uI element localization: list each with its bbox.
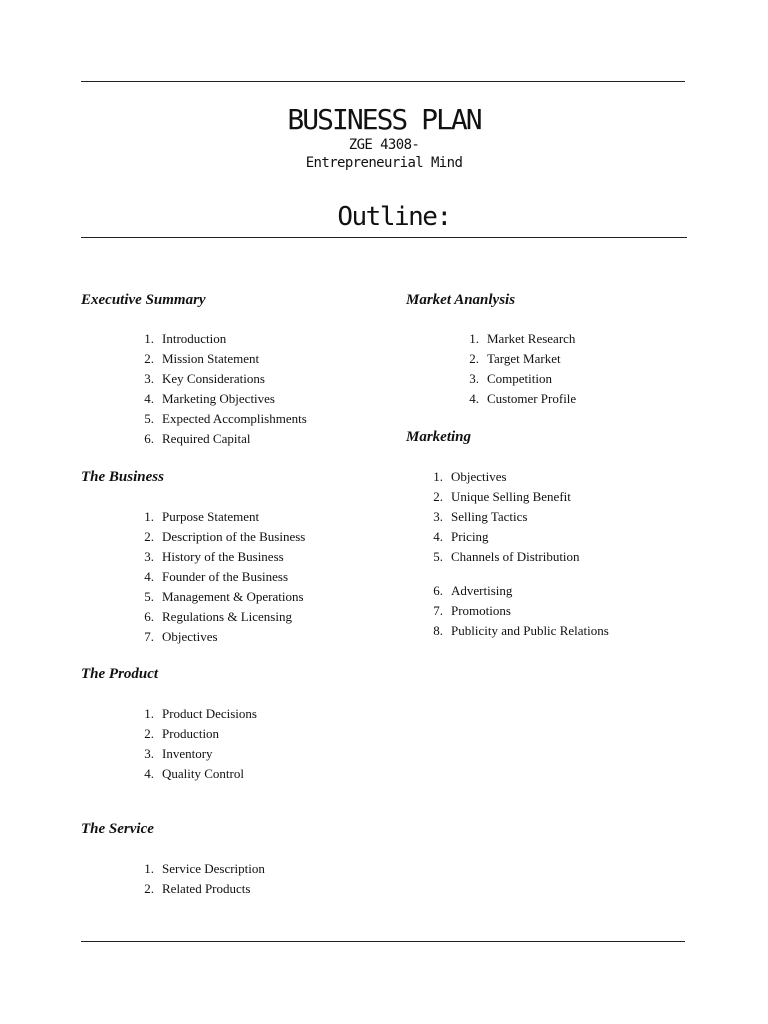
list-item (429, 487, 580, 507)
list-item (429, 527, 580, 547)
list-item-text: Related Products (162, 881, 251, 896)
list-item-text: Marketing Objectives (162, 391, 275, 406)
list-item-number: 4. (433, 529, 443, 544)
list-item-text: History of the Business (162, 549, 284, 564)
list-item (465, 369, 576, 389)
section-heading-the-service: The Service (81, 821, 154, 837)
list-item-text: Expected Accomplishments (162, 411, 307, 426)
list-item (140, 507, 305, 527)
list-item-text: Market Research (487, 331, 576, 346)
list-item-text: Product Decisions (162, 706, 257, 721)
list-item (140, 349, 307, 369)
marketing-list-continued (429, 581, 609, 641)
list-item-text: Production (162, 726, 220, 741)
list-item-text: Objectives (451, 469, 507, 484)
list-item (140, 587, 305, 607)
list-item-number: 2. (144, 529, 154, 544)
list-item-number: 1. (144, 706, 154, 721)
list-item-text: Inventory (162, 746, 213, 761)
list-item (465, 349, 576, 369)
list-item (140, 607, 305, 627)
list-item-number: 2. (433, 489, 443, 504)
course-name: Entrepreneurial Mind (305, 155, 463, 171)
list-item (429, 601, 609, 621)
list-item (140, 764, 257, 784)
list-item-text: Founder of the Business (162, 569, 289, 584)
list-item (465, 329, 576, 349)
list-item-number: 3. (469, 371, 479, 386)
list-item-text: Introduction (162, 331, 227, 346)
bottom-divider (81, 941, 685, 942)
list-item (140, 547, 305, 567)
list-item-text: Target Market (487, 351, 561, 366)
list-item-text: Purpose Statement (162, 509, 260, 524)
section-heading-executive-summary: Executive Summary (81, 292, 206, 308)
list-item-number: 1. (433, 469, 443, 484)
document-title: BUSINESS PLAN (287, 103, 481, 136)
list-item (140, 389, 307, 409)
section-heading-the-business: The Business (81, 469, 164, 485)
the-business-list (140, 507, 305, 647)
list-item (140, 567, 305, 587)
list-item-number: 1. (144, 509, 154, 524)
marketing-list (429, 467, 580, 567)
outline-divider (81, 237, 687, 238)
list-item (140, 429, 307, 449)
list-item (140, 369, 307, 389)
the-product-list (140, 704, 257, 784)
list-item-number: 2. (144, 881, 154, 896)
course-code: ZGE 4308- (348, 137, 420, 153)
list-item (140, 859, 265, 879)
list-item-text: Key Considerations (162, 371, 265, 386)
executive-summary-list (140, 329, 307, 449)
list-item-text: Mission Statement (162, 351, 260, 366)
list-item-number: 8. (433, 623, 443, 638)
list-item-text: Promotions (451, 603, 511, 618)
list-item-text: Channels of Distribution (451, 549, 580, 564)
list-item-text: Publicity and Public Relations (451, 623, 609, 638)
list-item-number: 6. (144, 609, 154, 624)
list-item-number: 1. (144, 331, 154, 346)
list-item (429, 621, 609, 641)
list-item (140, 724, 257, 744)
list-item-text: Pricing (451, 529, 489, 544)
list-item (140, 409, 307, 429)
list-item (140, 329, 307, 349)
list-item-number: 3. (433, 509, 443, 524)
list-item-text: Objectives (162, 629, 218, 644)
the-service-list (140, 859, 265, 899)
list-item-number: 4. (144, 391, 154, 406)
list-item-number: 3. (144, 549, 154, 564)
list-item-number: 5. (144, 411, 154, 426)
list-item-text: Selling Tactics (451, 509, 528, 524)
section-heading-marketing: Marketing (406, 429, 472, 445)
list-item-text: Quality Control (162, 766, 244, 781)
list-item-number: 6. (433, 583, 443, 598)
list-item (140, 879, 265, 899)
list-item-text: Unique Selling Benefit (451, 489, 571, 504)
list-item-number: 3. (144, 746, 154, 761)
list-item-number: 4. (144, 766, 154, 781)
section-heading-market-analysis: Market Ananlysis (406, 292, 516, 308)
section-heading-the-product: The Product (81, 666, 159, 682)
market-analysis-list (465, 329, 576, 409)
top-divider (81, 81, 685, 82)
list-item-text: Management & Operations (162, 589, 304, 604)
list-item (429, 507, 580, 527)
list-item (140, 527, 305, 547)
list-item (429, 467, 580, 487)
list-item-number: 1. (469, 331, 479, 346)
list-item-number: 5. (433, 549, 443, 564)
list-item-text: Customer Profile (487, 391, 577, 406)
list-item-text: Required Capital (162, 431, 251, 446)
outline-heading: Outline: (337, 202, 451, 232)
list-item-number: 7. (433, 603, 443, 618)
list-item-text: Service Description (162, 861, 265, 876)
list-item-number: 7. (144, 629, 154, 644)
list-item-number: 2. (144, 726, 154, 741)
list-item-number: 3. (144, 371, 154, 386)
list-item-text: Regulations & Licensing (162, 609, 292, 624)
list-item-text: Description of the Business (162, 529, 306, 544)
list-item (429, 581, 609, 601)
list-item-number: 4. (469, 391, 479, 406)
list-item-text: Advertising (451, 583, 513, 598)
list-item (465, 389, 576, 409)
list-item-number: 2. (144, 351, 154, 366)
list-item-number: 2. (469, 351, 479, 366)
list-item-number: 5. (144, 589, 154, 604)
list-item (140, 744, 257, 764)
list-item (140, 704, 257, 724)
list-item (140, 627, 305, 647)
list-item-number: 4. (144, 569, 154, 584)
list-item (429, 547, 580, 567)
list-item-number: 6. (144, 431, 154, 446)
list-item-text: Competition (487, 371, 552, 386)
list-item-number: 1. (144, 861, 154, 876)
